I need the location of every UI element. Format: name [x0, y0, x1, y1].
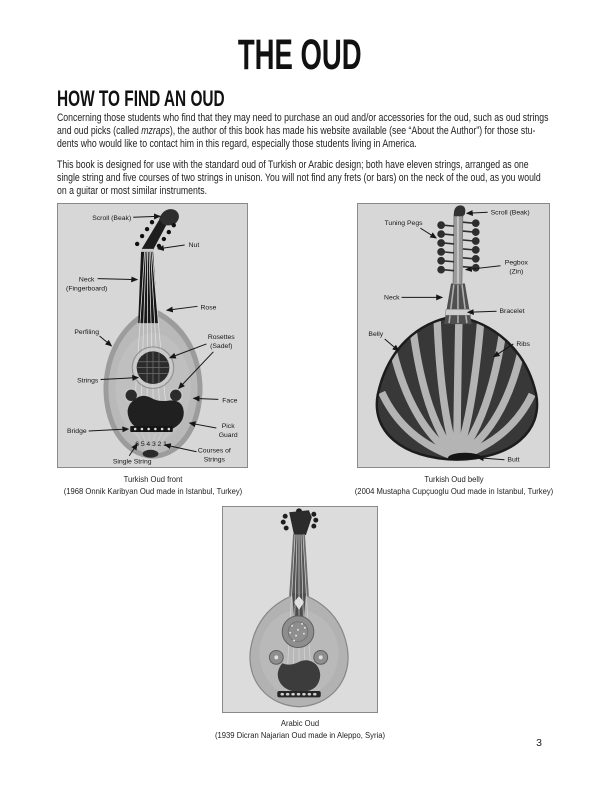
figure-turkish-oud-front: [57, 203, 248, 468]
label-perfiling: Perfiling: [74, 329, 100, 337]
paragraph-1-line-3: dents who would like to contact him in this regard, especially those students living in America.: [57, 138, 417, 151]
page-title-row: [0, 31, 600, 79]
label-belly: Belly: [368, 330, 384, 338]
paragraph-1-line-2: and oud picks (called mzraps), the author of this book has made his website available (see “About the Author”) for those stu-: [57, 125, 536, 138]
label-courses-of: Courses of: [197, 447, 231, 455]
label-rose: Rose: [200, 304, 217, 312]
paragraph-2-line-1: This book is designed for use with the standard oud of Turkish or Arabic design; both have eleven strings, arranged as one: [57, 159, 529, 171]
label-rosettes: Rosettes: [207, 333, 235, 341]
page-number: 3: [536, 737, 542, 749]
label-bracelet: Bracelet: [499, 308, 525, 316]
label-scroll-beak: Scroll (Beak): [490, 209, 530, 217]
label-sadef: (Sadef): [210, 342, 233, 350]
figure-arabic-oud: [222, 506, 378, 713]
figure-turkish-oud-belly: [357, 203, 550, 468]
label-bridge: Bridge: [66, 427, 87, 435]
label-ribs: Ribs: [516, 340, 530, 348]
caption-turkish-oud-front: Turkish Oud front (1968 Onnik Karibyan Oud made in Istanbul, Turkey): [63, 474, 243, 496]
label-zin: (Zin): [509, 268, 524, 276]
paragraph-2: [57, 159, 541, 199]
oud-belly-bowl: [377, 205, 537, 462]
oud-front-illustration: [58, 204, 247, 467]
label-guard: Guard: [218, 431, 238, 439]
label-nut: Nut: [188, 241, 200, 249]
label-single-string: Single String: [112, 458, 152, 466]
oud-belly-illustration: [358, 204, 549, 467]
label-courses-strings: Strings: [203, 456, 225, 464]
caption-arabic-oud: Arabic Oud (1939 Dicran Najarian Oud made in Aleppo, Syria): [215, 718, 385, 740]
paragraph-2-line-2: single string and five courses of two strings in unison. You will not find any frets (or bars) on the neck of the oud, as you would: [57, 172, 541, 185]
label-neck: Neck: [78, 276, 95, 284]
label-neck: Neck: [384, 294, 400, 302]
page-title: THE OUD: [238, 31, 362, 79]
label-fingerboard: (Fingerboard): [66, 285, 108, 293]
arabic-oud-body: [250, 508, 348, 706]
paragraph-1-line-1: Concerning those students who find that they may need to purchase an oud and/or accessories for the oud, such as oud strings: [57, 112, 549, 124]
section-heading: HOW TO FIND AN OUD: [57, 86, 225, 111]
label-butt: Butt: [507, 456, 520, 464]
label-scroll-beak: Scroll (Beak): [92, 215, 132, 223]
paragraph-1: [57, 112, 548, 152]
arabic-oud-photo: [223, 507, 377, 712]
label-face: Face: [222, 397, 238, 405]
label-string-numbers: 654321: [135, 440, 169, 448]
paragraph-2-line-3: on a guitar or most similar instruments.: [57, 185, 208, 198]
caption-turkish-oud-belly: Turkish Oud belly (2004 Mustapha Cupçuoglu Oud made in Istanbul, Turkey): [354, 474, 554, 496]
label-tuning-pegs: Tuning Pegs: [384, 220, 423, 228]
label-pegbox: Pegbox: [504, 259, 528, 267]
italic-term: mzraps: [141, 125, 170, 138]
label-pick: Pick: [221, 423, 235, 431]
label-strings: Strings: [77, 377, 99, 385]
